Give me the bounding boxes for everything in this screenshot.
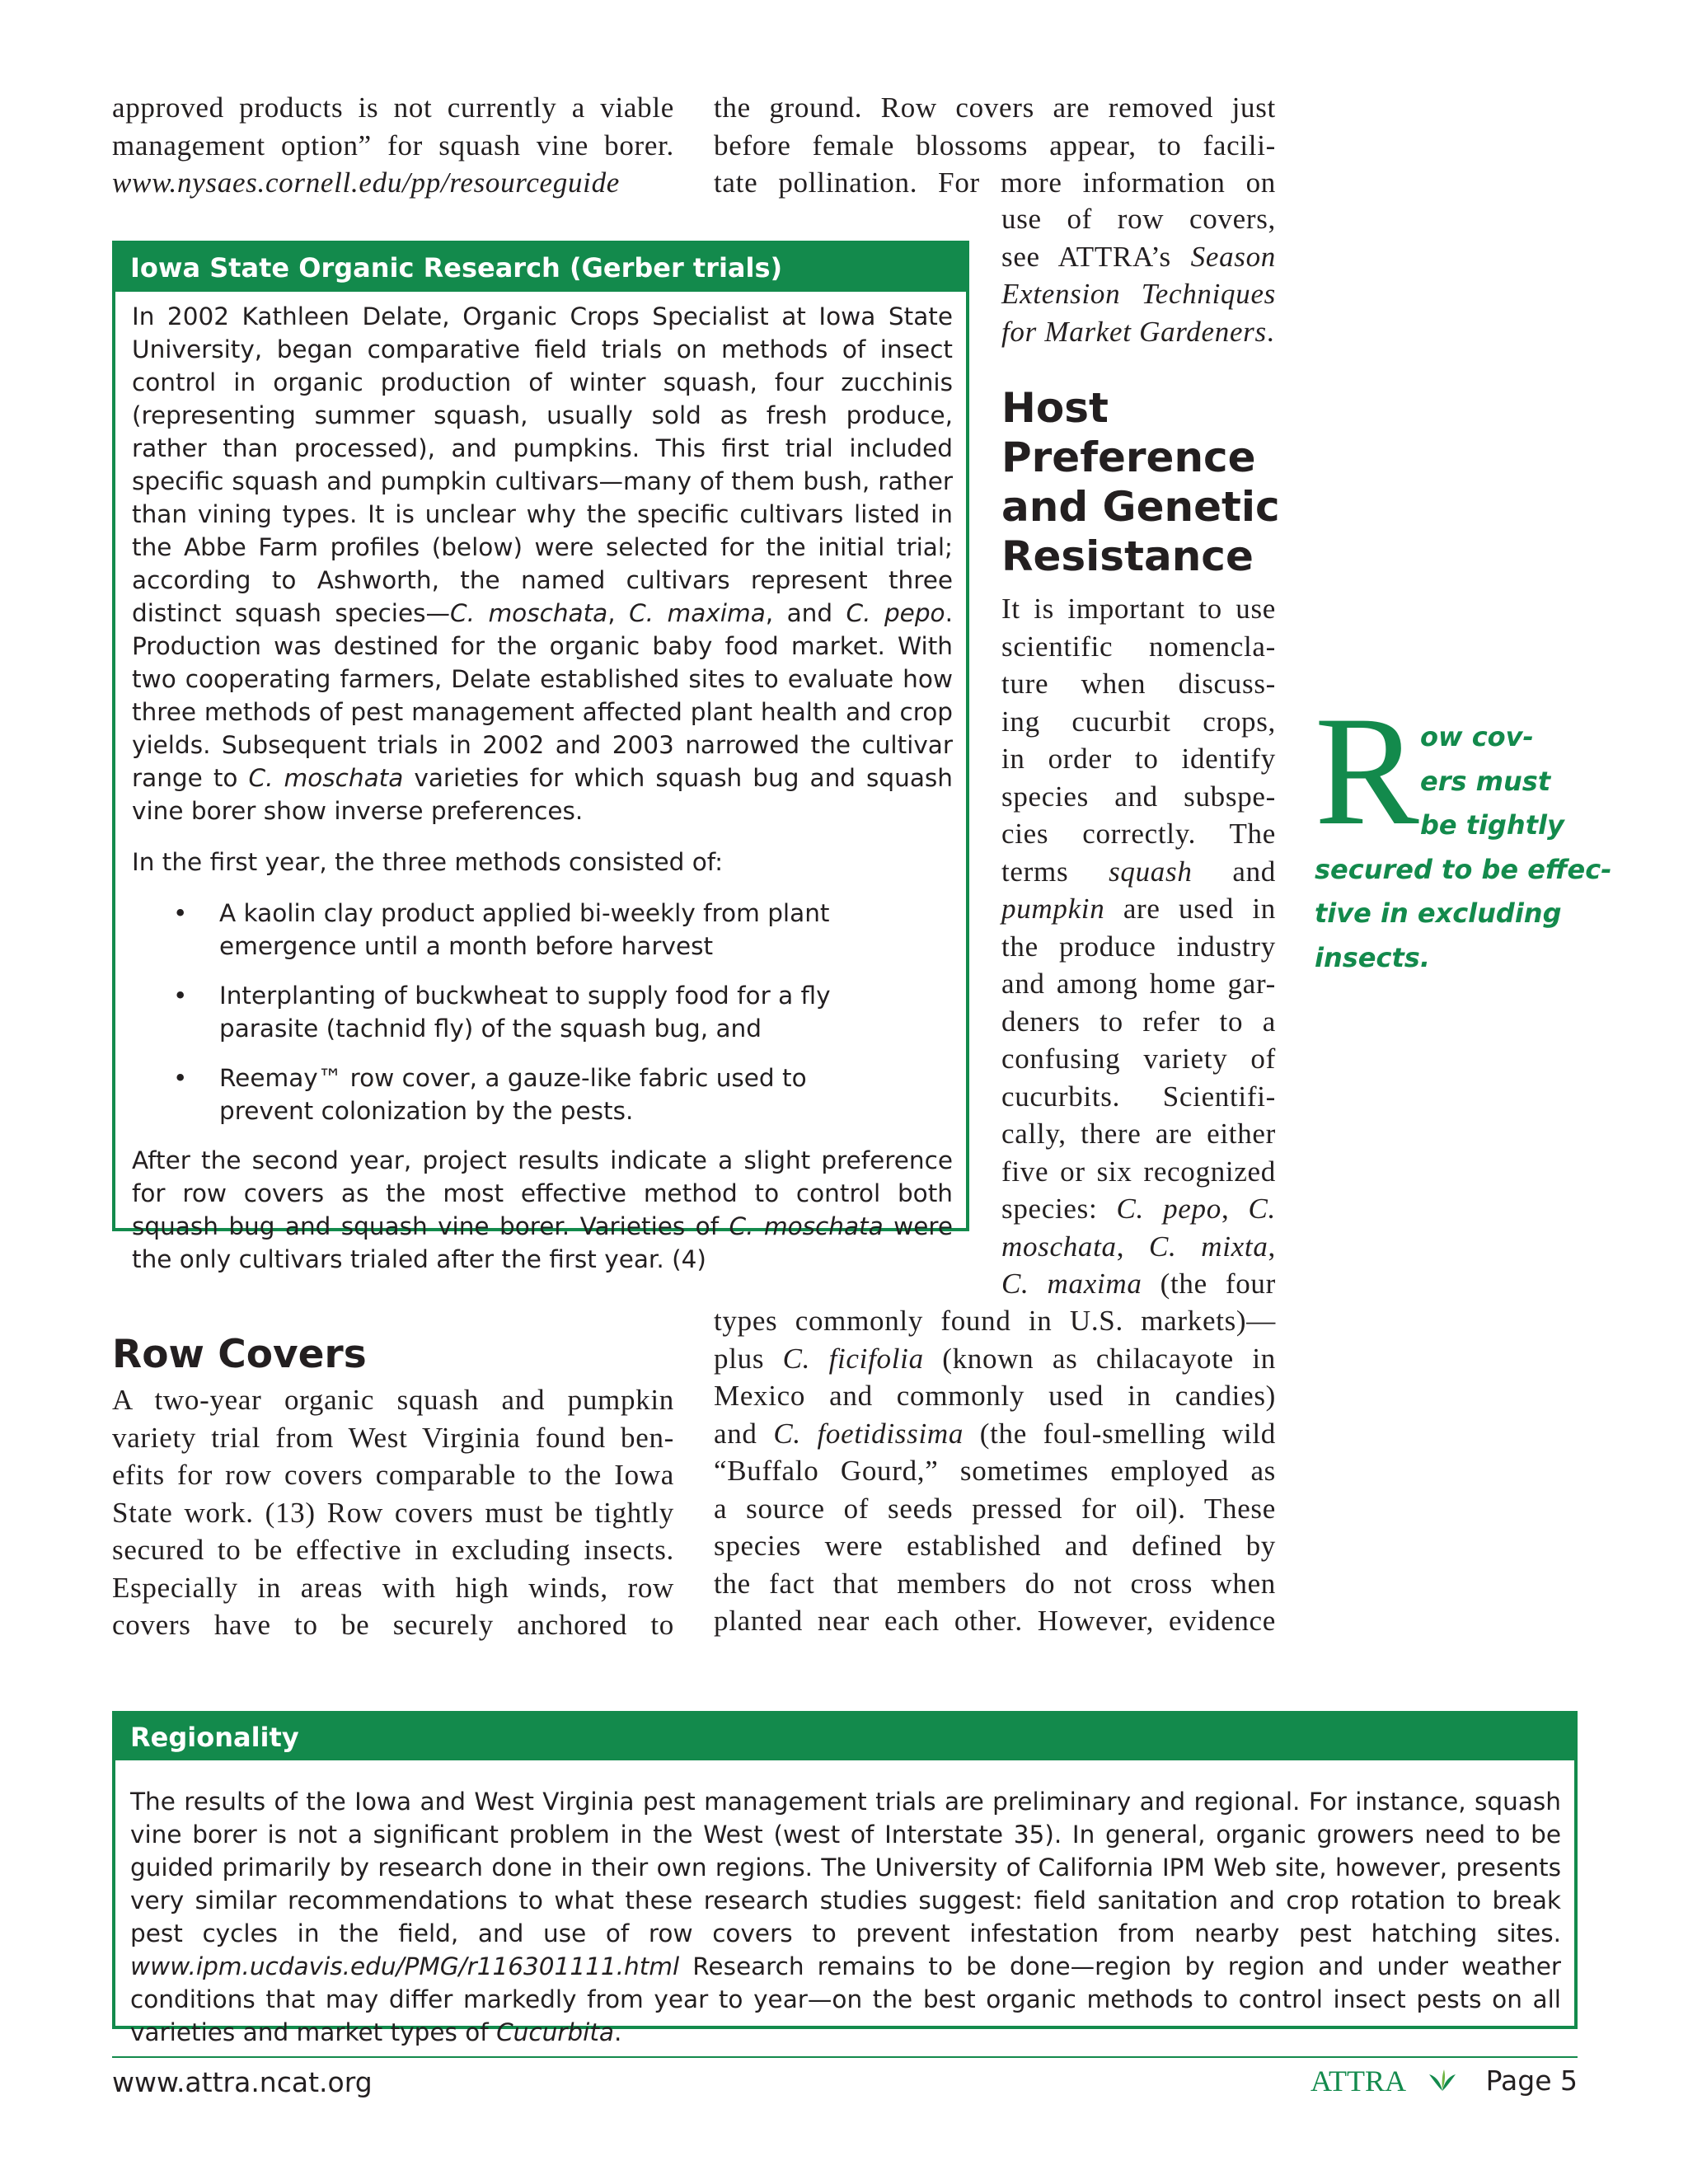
text-line: see ATTRA’s Season [1001, 240, 1276, 273]
text-line: the produce industry [1001, 930, 1276, 963]
text-line: variety trial from West Virginia found ben- [112, 1421, 674, 1454]
text-line: the ground. Row covers are removed just [714, 91, 1276, 124]
iowa-box-body [132, 300, 953, 1294]
footer-branding [1311, 2063, 1578, 2099]
pull-quote-line: secured to be effec- [1315, 853, 1612, 885]
regionality-box-body: The results of the Iowa and West Virginia pest management trials are preliminary and regional. For instance, squash vine borer is not a significant problem in the West (west of Interstate 35). In general, organic growers need to be guided primarily by research done in their own regions. The University of California IPM Web site, however, presents very similar recommendations to what these research studies suggest: field sanitation and crop rotation to break pest cycles in the field, and use of row covers to prevent infestation from nearby pest hatching sites. www.ipm.ucdavis.edu/PMG/r116301111.html Research remains to be done—region by region and under weather conditions that may differ markedly from year to year—on the best organic methods to control insect pests on all varieties and market types of Cucurbita. [130, 1788, 1561, 2046]
text-line: five or six recognized [1001, 1155, 1276, 1188]
attra-logo-text: ATTRA [1311, 2064, 1406, 2097]
heading-line: and Genetic [1001, 483, 1280, 531]
iowa-box-title: Iowa State Organic Research (Gerber trials) [115, 244, 966, 292]
pull-quote-line: insects. [1315, 941, 1430, 973]
text-line: in order to identify [1001, 743, 1276, 775]
list-item: • Interplanting of buckwheat to supply food for a fly parasite (tachnid fly) of the squash bug, and [132, 979, 874, 1045]
iowa-paragraph-3: After the second year, project results indicate a slight preference for row covers as the most effective method to control both squash bug and squash vine borer. Varieties of C. moschata were the only cultivars trialed after the first year. (4) [132, 1146, 953, 1273]
page-number: Page 5 [1485, 2064, 1578, 2097]
text-line: State work. (13) Row covers must be tightly [112, 1496, 674, 1529]
host-paragraph-wide [714, 1302, 1276, 1640]
text-line: for Market Gardeners. [1001, 315, 1275, 348]
leaf-icon [1426, 2068, 1459, 2093]
footer-website-link[interactable]: www.attra.ncat.org [112, 2066, 373, 2098]
text-line: deners to refer to a [1001, 1005, 1276, 1038]
heading-line: Resistance [1001, 532, 1254, 580]
list-item: • Reemay™ row cover, a gauze-like fabric used to prevent colonization by the pests. [132, 1062, 874, 1127]
section-heading-row-covers: Row Covers [112, 1332, 367, 1377]
text-line: a source of seeds pressed for oil). These [714, 1492, 1276, 1525]
text-line: efits for row covers comparable to the Iowa [112, 1459, 674, 1491]
row-covers-paragraph [112, 1381, 674, 1644]
text-line: before female blossoms appear, to facili- [714, 129, 1276, 162]
text-line: cucurbits. Scientifi- [1001, 1080, 1276, 1113]
text-line: planted near each other. However, evidence [714, 1605, 1276, 1637]
text-line: the fact that members do not cross when [714, 1567, 1276, 1600]
text-line: ing cucurbit crops, [1001, 705, 1276, 738]
text-line: types commonly found in U.S. markets)— [714, 1305, 1276, 1337]
text-line: A two-year organic squash and pumpkin [112, 1384, 674, 1416]
host-paragraph-narrow [1001, 590, 1276, 1303]
text-line: Especially in areas with high winds, row [112, 1571, 674, 1604]
list-item: • A kaolin clay product applied bi-weekly from plant emergence until a month before harvest [132, 897, 874, 963]
text-line: pumpkin are used in [1001, 893, 1276, 925]
iowa-sidebar-box [112, 241, 969, 1273]
regionality-box-title: Regionality [115, 1714, 1574, 1760]
text-line: secured to be effective in excluding insects. [112, 1534, 674, 1566]
bullet-icon: • [173, 982, 188, 1010]
drop-cap: R [1315, 685, 1419, 858]
season-extension-reference [1001, 200, 1276, 350]
bullet-icon: • [173, 1064, 188, 1092]
heading-line: Host [1001, 384, 1109, 432]
intro-line: management option” for squash vine borer. [112, 129, 674, 162]
pull-quote-line: ow cov- [1420, 721, 1534, 752]
resource-guide-link[interactable]: www.nysaes.cornell.edu/pp/resourceguide [112, 166, 621, 199]
text-line: plus C. ficifolia (known as chilacayote in [714, 1342, 1277, 1375]
footer-divider [112, 2056, 1578, 2058]
text-line: scientific nomencla- [1001, 630, 1276, 663]
text-line: confusing variety of [1001, 1043, 1276, 1075]
row-cover-continuation [714, 89, 1276, 202]
pull-quote-line: tive in excluding [1315, 898, 1562, 929]
text-line: C. maxima (the four [1001, 1268, 1276, 1300]
methods-list [132, 897, 953, 1127]
text-line: tate pollination. For more information on [714, 166, 1276, 199]
text-line: moschata, C. mixta, [1001, 1230, 1276, 1263]
text-line: species: C. pepo, C. [1001, 1193, 1276, 1225]
text-line: species and subspe- [1001, 780, 1276, 813]
section-heading-host-preference [1001, 383, 1315, 581]
text-line: use of row covers, [1001, 203, 1276, 235]
pull-quote-line: be tightly [1420, 809, 1564, 841]
regionality-sidebar-box [112, 1711, 1578, 2046]
text-line: It is important to use [1001, 593, 1276, 625]
pull-quote-line: ers must [1420, 765, 1551, 797]
text-line: “Buffalo Gourd,” sometimes employed as [714, 1455, 1276, 1487]
text-line: covers have to be securely anchored to [112, 1609, 674, 1641]
text-line: ture when discuss- [1001, 668, 1276, 700]
intro-paragraph [112, 89, 674, 202]
text-line: cally, there are either [1001, 1118, 1276, 1150]
text-line: and C. foetidissima (the foul-smelling wild [714, 1417, 1276, 1450]
iowa-paragraph-2: In the first year, the three methods consisted of: [132, 848, 724, 876]
text-line: cies correctly. The [1001, 818, 1276, 850]
heading-line: Preference [1001, 434, 1256, 481]
intro-line: approved products is not currently a viable [112, 91, 674, 124]
ipm-link[interactable]: www.ipm.ucdavis.edu/PMG/r116301111.html [130, 1952, 680, 1980]
text-line: Mexico and commonly used in candies) [714, 1380, 1276, 1412]
text-line: Extension Techniques [1001, 278, 1276, 310]
iowa-paragraph-1: In 2002 Kathleen Delate, Organic Crops Specialist at Iowa State University, began comparative field trials on methods of insect control in organic production of winter squash, four zucchinis (representing summer squash, usually sold as fresh produce, rather than processed), and pumpkins. This first trial included specific squash and pumpkin cultivars—many of them bush, rather than vining types. It is unclear why the specific cultivars listed in the Abbe Farm profiles (below) were selected for the initial trial; according to Ashworth, the named cultivars represent three distinct squash species—C. moschata, C. maxima, and C. pepo. Production was destined for the organic baby food market. With two cooperating farmers, Delate established sites to evaluate how three methods of pest management affected plant health and crop yields. Subsequent trials in 2002 and 2003 narrowed the cultivar range to C. moschata varieties for which squash bug and squash vine borer show inverse preferences. [132, 302, 953, 825]
pull-quote [1315, 685, 1612, 980]
bullet-icon: • [173, 899, 188, 927]
text-line: terms squash and [1001, 855, 1276, 888]
text-line: species were established and defined by [714, 1530, 1276, 1562]
text-line: and among home gar- [1001, 968, 1276, 1000]
